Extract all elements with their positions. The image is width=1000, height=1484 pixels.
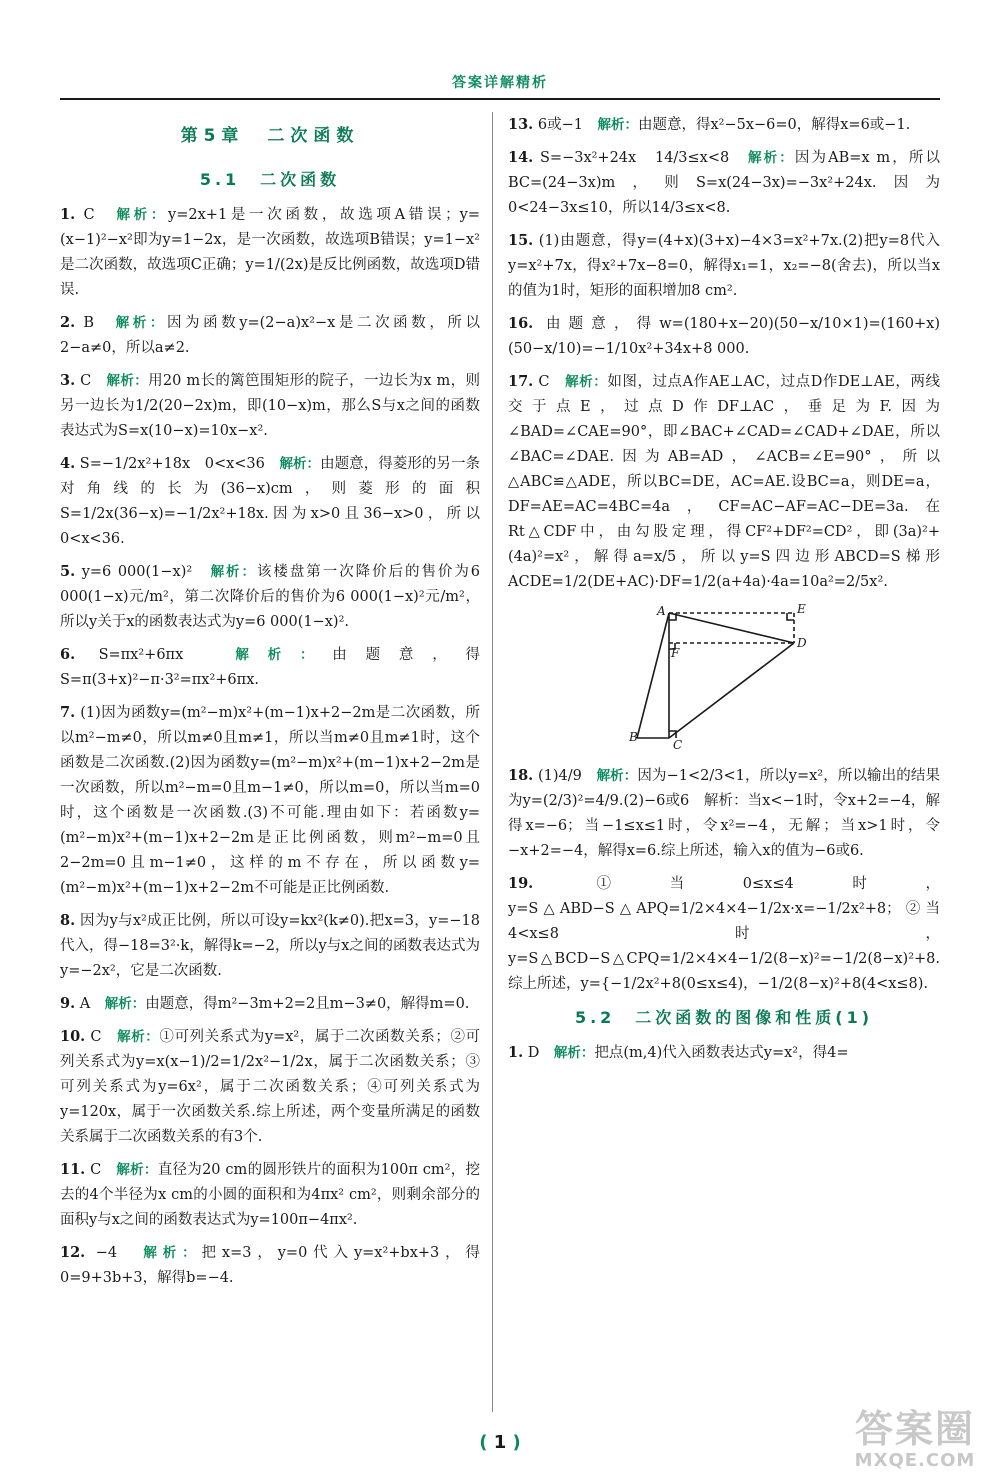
answer-item (60, 368, 480, 444)
answer-value: C (90, 1029, 102, 1045)
answer-explanation: 由题意，得m²−3m+2=2且m−3≠0，解得m=0. (145, 996, 470, 1012)
header-title: 答案详解精析 (452, 75, 548, 91)
analysis-tag: 解析： (143, 1245, 202, 1261)
section-title-5-2: 5.2 二次函数的图像和性质(1) (574, 1008, 874, 1027)
analysis-tag: 解析： (116, 207, 169, 223)
answer-item (508, 228, 940, 304)
answer-explanation: ①当0≤x≤4时，y=S△ABD−S△APQ=1/2×4×4−1/2x·x=−1/2x²+8；②当4<x≤8时，y=S△BCD−S△CPQ=1/2×4×4−1/2(8−x)²=−1/2(8−x)²+8.综上所述，y={−1/2x²+8(0≤x≤4)，−1/2(8−x)²+8(4<x≤8). (508, 876, 941, 992)
label-f: F (671, 646, 680, 660)
answer-item (60, 991, 480, 1017)
answer-value: C (90, 1162, 102, 1178)
question-number: 15. (508, 232, 534, 249)
answer-item (508, 871, 940, 997)
left-column (60, 112, 480, 1298)
segment-cd (669, 643, 794, 738)
analysis-tag: 解析： (115, 315, 167, 331)
chapter-title: 第5章 二次函数 (180, 126, 360, 146)
answer-explanation: 因为函数y=(2−a)x²−x是二次函数，所以2−a≠0，所以a≠2. (60, 315, 481, 356)
analysis-tag: 解析： (117, 1029, 160, 1045)
answer-value: y=6 000(1−x)² (81, 564, 193, 580)
label-d: D (797, 636, 807, 650)
answer-explanation: y=2x+1是一次函数，故选项A错误；y=(x−1)²−x²即为y=1−2x，是一次函数，故选项B错误；y=1−x²是二次函数，故选项C正确；y=1/(2x)是反比例函数，故选项D错误. (60, 207, 481, 298)
answer-explanation: 把点(m,4)代入函数表达式y=x²，得4= (594, 1045, 849, 1061)
answer-explanation: 由题意，得S=π(3+x)²−π·3²=πx²+6πx. (60, 647, 481, 688)
watermark-url: MXQE.COM (854, 1450, 976, 1471)
answer-item (60, 908, 480, 984)
question-number: 6. (60, 646, 76, 663)
analysis-tag: 解析： (553, 1045, 595, 1061)
answer-value: 6或−1 (537, 117, 583, 133)
answer-value: D (527, 1045, 540, 1061)
question-number: 17. (508, 373, 534, 390)
watermark-text: 答案圈 (854, 1407, 975, 1451)
answer-value: C (538, 374, 550, 390)
label-b: B (629, 730, 638, 744)
left-question-list (60, 202, 480, 1291)
analysis-tag: 解析： (565, 374, 608, 390)
question-number: 12. (60, 1244, 86, 1261)
question-number: 10. (60, 1028, 86, 1045)
question-number: 14. (508, 149, 534, 166)
question-number: 8. (60, 912, 76, 929)
answer-value: S=πx²+6πx (98, 647, 184, 663)
answer-value: S=−1/2x²+18x 0<x<36 (79, 456, 265, 472)
question-number: 1. (60, 206, 76, 223)
analysis-tag: 解析： (210, 564, 257, 580)
question-number: 2. (60, 314, 76, 331)
answer-item (60, 451, 480, 552)
section2-question-list (508, 1040, 940, 1066)
right-question-list-bottom (508, 763, 940, 997)
section-title-5-1: 5.1 二次函数 (199, 170, 341, 189)
answer-item (60, 1024, 480, 1150)
answer-value: (1)4/9 (537, 768, 582, 784)
page-header (60, 62, 940, 100)
segment-ab (637, 613, 669, 738)
watermark-logo (840, 1408, 990, 1478)
label-e: E (797, 603, 806, 616)
answer-item (508, 1040, 940, 1066)
question-number: 18. (508, 767, 534, 784)
geometry-figure (629, 603, 819, 753)
question-number: 16. (508, 315, 534, 332)
analysis-tag: 解析： (106, 373, 149, 389)
answer-explanation: 用20 m长的篱笆围矩形的院子，一边长为x m，则另一边长为1/2(20−2x)m，即(10−x)m，那么S与x之间的函数表达式为S=x(10−x)=10x−x². (60, 373, 481, 439)
answer-value: A (79, 996, 91, 1012)
segment-ad (669, 613, 794, 643)
answer-value: B (83, 315, 94, 331)
answer-explanation: (1)由题意，得y=(4+x)(3+x)−4×3=x²+7x.(2)把y=8代入y=x²+7x，得x²+7x−8=0，解得x₁=1，x₂=−8(舍去)，所以当x的值为1时，矩形的面积增加8 cm². (508, 233, 940, 299)
analysis-tag: 解析： (596, 768, 638, 784)
answer-item (60, 1240, 480, 1291)
answer-item (60, 202, 480, 303)
question-number: 3. (60, 372, 76, 389)
answer-item (60, 700, 480, 901)
answer-explanation: 把x=3，y=0代入y=x²+bx+3，得0=9+3b+3，解得b=−4. (60, 1245, 481, 1286)
analysis-tag: 解析： (748, 150, 795, 166)
answer-explanation: 由题意，得x²−5x−6=0，解得x=6或−1. (637, 117, 911, 133)
answer-item (508, 369, 940, 595)
answer-explanation: 因为y与x²成正比例，所以可设y=kx²(k≠0).把x=3，y=−18代入，得−18=3²·k，解得k=−2，所以y与x之间的函数表达式为y=−2x²，它是二次函数. (60, 913, 481, 979)
analysis-tag: 解析： (279, 456, 321, 472)
answer-value: S=−3x²+24x 14/3≤x<8 (539, 150, 730, 166)
answer-explanation: ①可列关系式为y=x²，属于二次函数关系；②可列关系式为y=x(x−1)/2=1/2x²−1/2x，属于二次函数关系；③可列关系式为y=6x²，属于二次函数关系；④可列关系式为y=120x，属于一次函数关系.综上所述，两个变量所满足的函数关系属于二次函数关系的有3个. (60, 1029, 481, 1145)
answer-explanation: (1)因为函数y=(m²−m)x²+(m−1)x+2−2m是二次函数，所以m²−m≠0，所以m≠0且m≠1，所以当m≠0且m≠1时，这个函数是二次函数.(2)因为函数y=(m²−m)x²+(m−1)x+2−2m是一次函数，所以m²−m=0且m−1≠0，所以m=0，所以当m=0时，这个函数是一次函数.(3)不可能.理由如下：若函数y=(m²−m)x²+(m−1)x+2−2m是正比例函数，则m²−m=0且2−2m=0且m−1≠0，这样的m不存在，所以函数y=(m²−m)x²+(m−1)x+2−2m不可能是正比例函数. (60, 705, 480, 896)
answer-item (508, 311, 940, 362)
answer-value: C (80, 373, 92, 389)
answer-value: C (83, 207, 95, 223)
answer-explanation: 由题意，得菱形的另一条对角线的长为(36−x)cm，则菱形的面积S=1/2x(36−x)=−1/2x²+18x.因为x>0且36−x>0，所以0<x<36. (60, 456, 481, 547)
answer-item (508, 145, 940, 221)
label-c: C (673, 738, 683, 752)
question-number: 19. (508, 875, 534, 892)
question-number: 4. (60, 455, 76, 472)
question-number: 11. (60, 1161, 86, 1178)
answer-explanation: 该楼盘第一次降价后的售价为6 000(1−x)元/m²，第二次降价后的售价为6 000(1−x)²元/m²，所以y关于x的函数表达式为y=6 000(1−x)². (60, 564, 481, 630)
analysis-tag: 解析： (597, 117, 638, 133)
analysis-tag: 解析： (235, 647, 333, 663)
page-number: ( 1 ) (479, 1432, 521, 1453)
question-number: 13. (508, 116, 534, 133)
label-a: A (657, 604, 666, 618)
question-number: 9. (60, 995, 76, 1012)
question-number: 5. (60, 563, 76, 580)
right-angle-e (787, 613, 794, 620)
answer-item (60, 559, 480, 635)
answer-item (508, 763, 940, 864)
analysis-tag: 解析： (104, 996, 146, 1012)
page-number-value: 1 (493, 1432, 507, 1453)
answer-item (60, 642, 480, 693)
answer-item (508, 112, 940, 138)
answer-explanation: 由题意，得w=(180+x−20)(50−x/10×1)=(160+x)(50−x/10)=−1/10x²+34x+8 000. (508, 316, 941, 357)
question-number: 7. (60, 704, 76, 721)
answer-explanation: 因为−1<2/3<1，所以y=x²，所以输出的结果为y=(2/3)²=4/9.(2)−6或6 解析：当x<−1时，令x+2=−4，解得x=−6；当−1≤x≤1时，令x²=−4，无解；当x>1时，令−x+2=−4，解得x=6.综上所述，输入x的值为−6或6. (508, 768, 940, 859)
analysis-tag: 解析： (116, 1162, 158, 1178)
right-column (508, 112, 940, 1073)
column-divider (492, 112, 493, 1412)
answer-item (60, 310, 480, 361)
question-number: 1. (508, 1044, 524, 1061)
answer-item (60, 1157, 480, 1233)
answer-value: −4 (95, 1245, 118, 1261)
answer-explanation: 如图，过点A作AE⊥AC，过点D作DE⊥AE，两线交于点E，过点D作DF⊥AC，垂足为F.因为∠BAD=∠CAE=90°，即∠BAC+∠CAD=∠CAD+∠DAE，所以∠BAC=∠DAE.因为AB=AD，∠ACB=∠E=90°，所以△ABC≌△ADE，所以BC=DE，AC=AE.设BC=a，则DE=a，DF=AE=AC=4BC=4a，CF=AC−AF=AC−DE=3a.在Rt△CDF中，由勾股定理，得CF²+DF²=CD²，即(3a)²+(4a)²=x²，解得a=x/5，所以y=S四边形ABCD=S梯形ACDE=1/2(DE+AC)·DF=1/2(a+4a)·4a=10a²=2/5x². (508, 374, 941, 590)
answer-explanation: 直径为20 cm的圆形铁片的面积为100π cm²，挖去的4个半径为x cm的小圆的面积和为4πx² cm²，则剩余部分的面积y与x之间的函数表达式为y=100π−4πx². (60, 1162, 481, 1228)
answer-explanation: 因为AB=x m，所以BC=(24−3x)m，则S=x(24−3x)=−3x²+24x.因为0<24−3x≤10，所以14/3≤x<8. (508, 150, 941, 216)
right-question-list-top (508, 112, 940, 595)
